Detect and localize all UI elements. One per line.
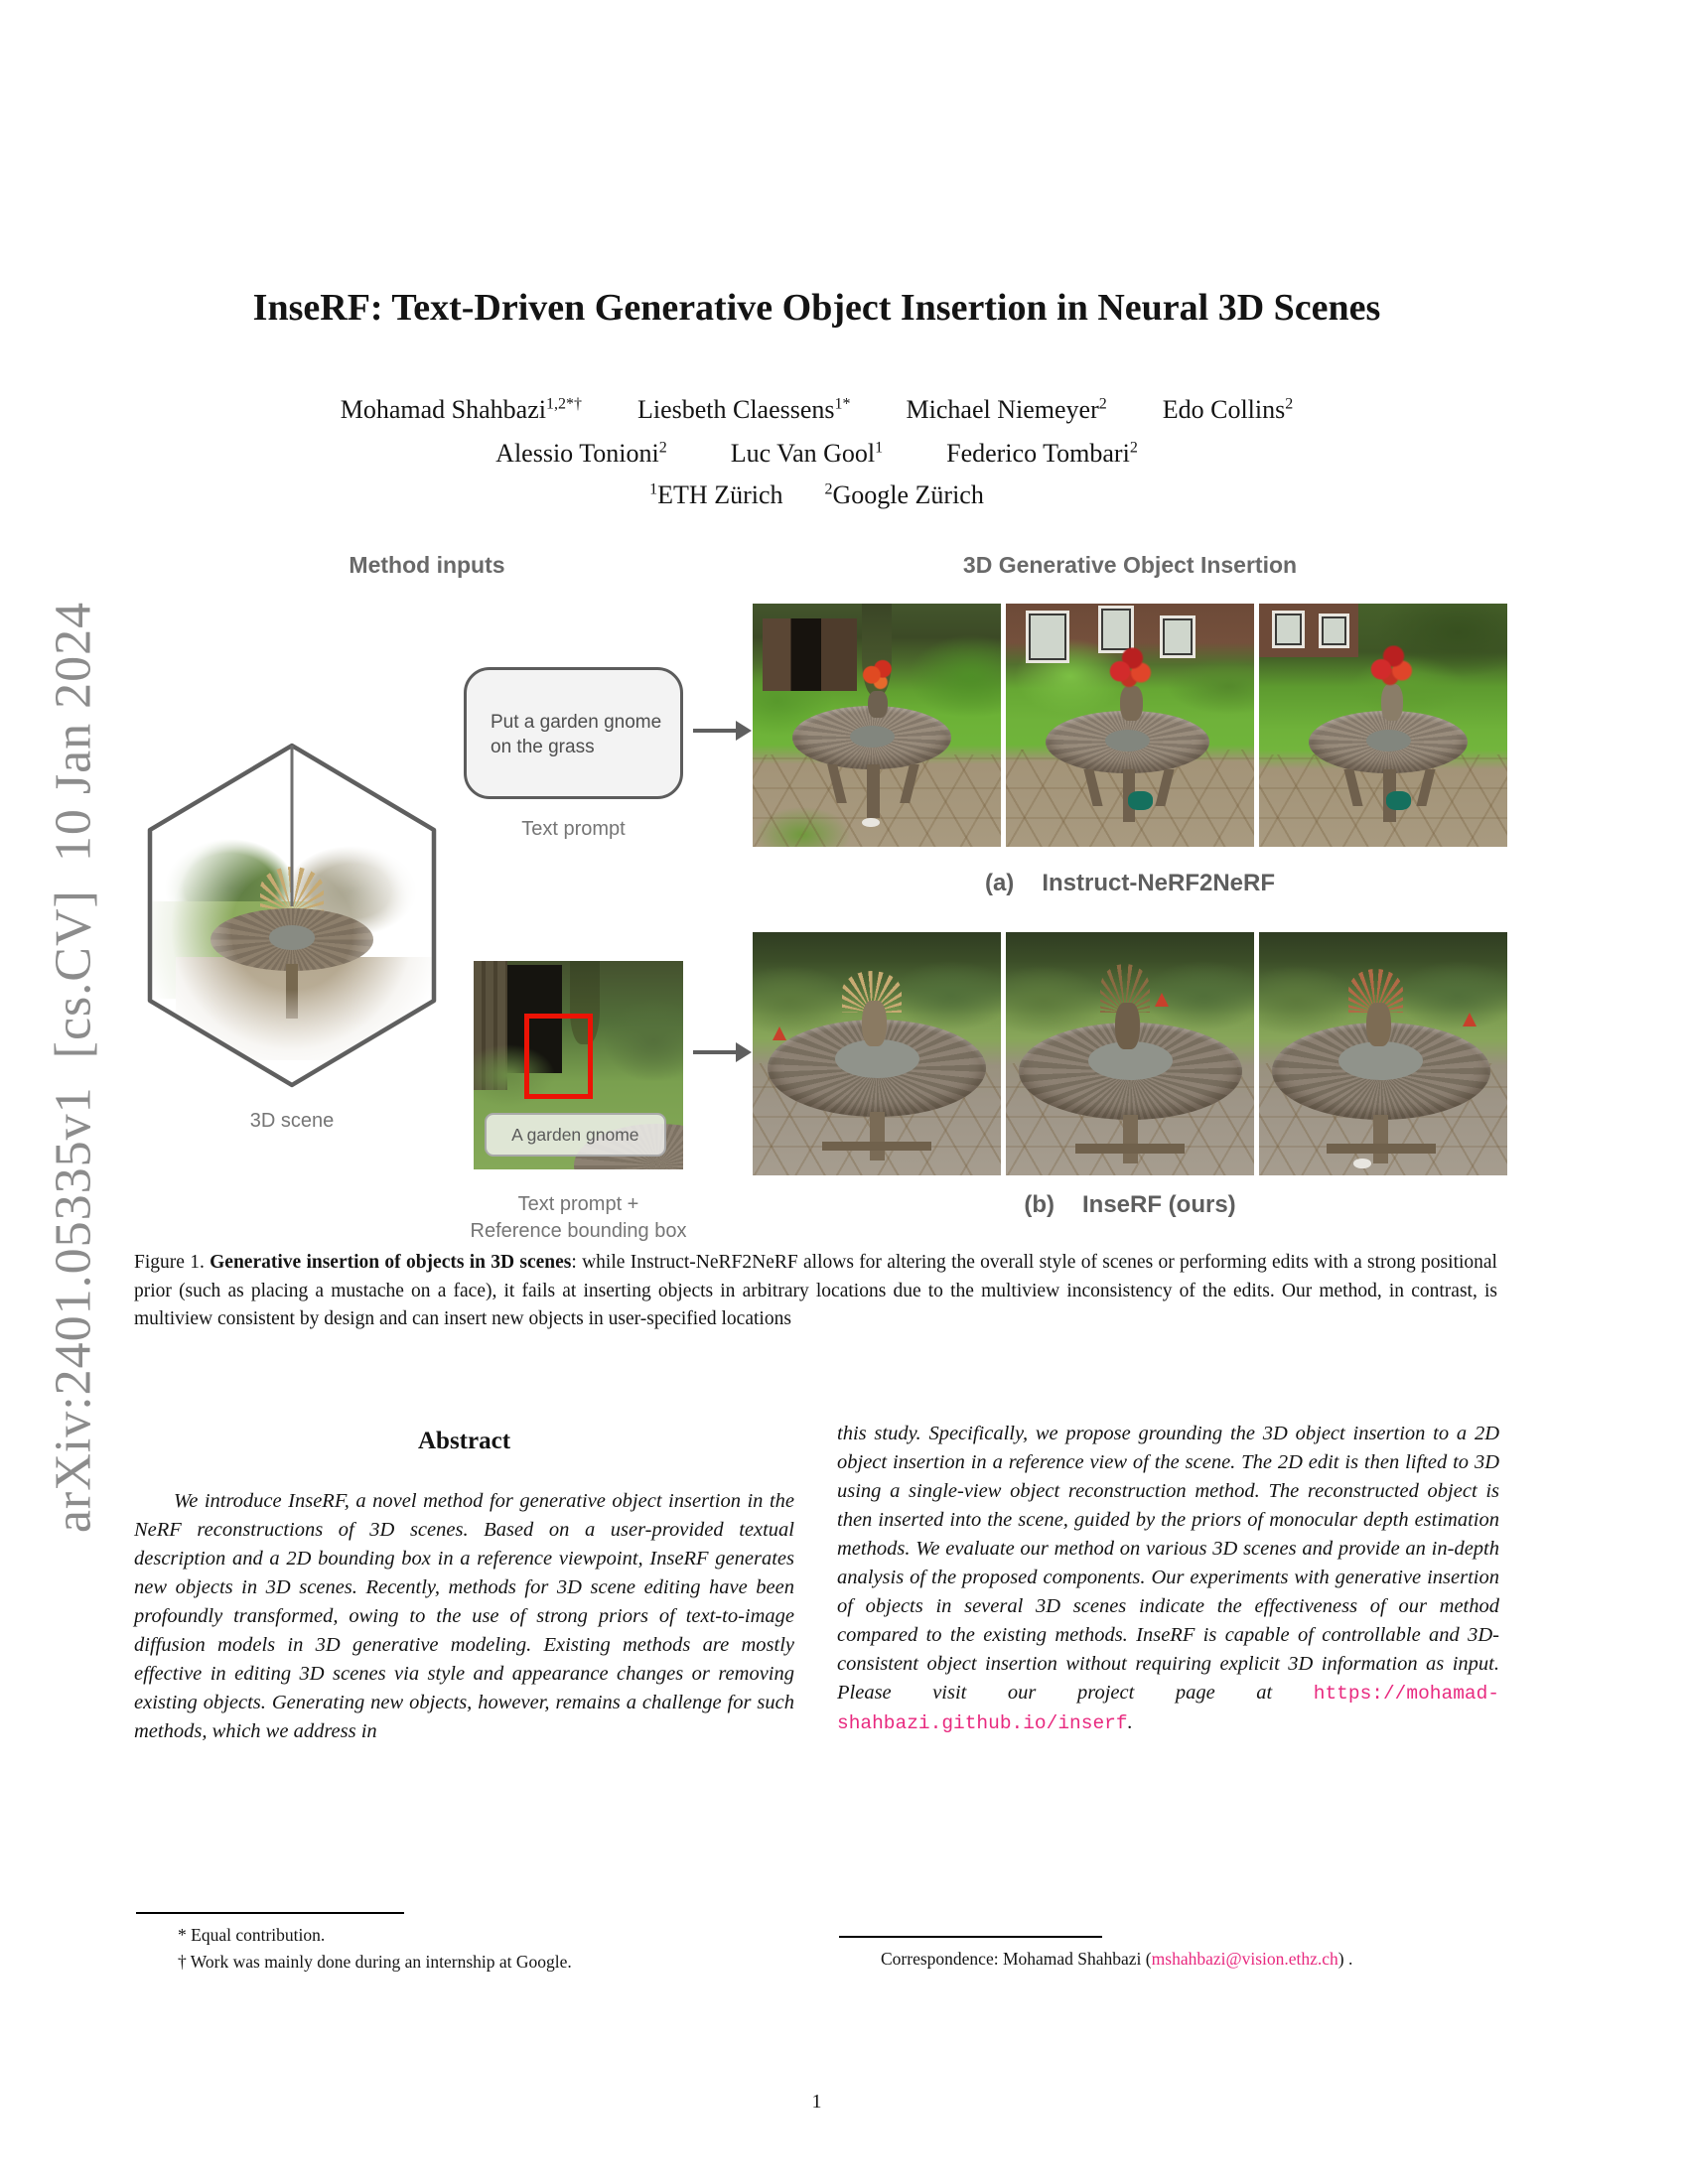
abstract-heading: Abstract	[417, 1428, 511, 1454]
left-column	[134, 1428, 794, 1746]
right-column	[837, 1420, 1499, 1738]
page-number: 1	[811, 2091, 822, 2113]
right-column-text	[837, 1420, 1499, 1738]
reference-view-image	[474, 961, 683, 1169]
affiliation: $^1$ETH Zürich	[649, 480, 783, 509]
author-line-2	[134, 439, 1499, 469]
paper-title: InseRF: Text-Driven Generative Object Insertion in Neural 3D Scenes	[252, 287, 1381, 329]
author-sup: 2	[658, 439, 667, 457]
window-graphic	[1319, 614, 1349, 648]
window-graphic	[1160, 615, 1196, 658]
project-page-link[interactable]: https://mohamad-shahbazi.github.io/inserf	[837, 1683, 1499, 1734]
author-sup: 2	[1285, 395, 1294, 413]
garden-gnome-graphic	[1463, 996, 1480, 1014]
arrow-icon	[693, 1050, 737, 1054]
author: Edo Collins$^2$	[1162, 395, 1294, 424]
garden-gnome-graphic	[1155, 976, 1173, 994]
author: Federico Tombari$^2$	[946, 439, 1138, 468]
window-graphic	[1098, 606, 1134, 653]
teal-object-graphic	[1386, 791, 1411, 811]
caption-a-text: Instruct-NeRF2NeRF	[1042, 870, 1276, 896]
caption-b-tag: (b)	[1024, 1191, 1055, 1218]
bbox-prompt-label: A garden gnome	[485, 1113, 667, 1157]
author-sup: 1	[875, 439, 884, 457]
affiliations-line	[134, 480, 1499, 510]
author-sup: 2	[1129, 439, 1138, 457]
bbox-caption	[437, 1191, 720, 1245]
author: Mohamad Shahbazi$^{1,2*\dagger}$	[340, 395, 582, 424]
teal-object-graphic	[1128, 791, 1153, 811]
right-column-period: .	[1127, 1711, 1133, 1733]
garden-gnome-graphic	[773, 1010, 790, 1027]
vase-graphic	[1120, 686, 1143, 720]
author-sup: 1*	[834, 395, 851, 413]
bbox-caption-line1: Text prompt +	[517, 1193, 639, 1215]
cube-wireframe-icon	[147, 743, 437, 1088]
table-disk-graphic	[850, 726, 895, 748]
vase-graphic	[868, 691, 888, 718]
table-base-graphic	[822, 1142, 931, 1152]
author-sup: 2	[1098, 395, 1107, 413]
3d-scene-cube-view	[147, 743, 437, 1088]
correspondence-suffix: ) .	[1337, 1949, 1353, 1969]
reference-bounding-box	[524, 1014, 594, 1099]
author: Alessio Tonioni$^2$	[495, 439, 667, 468]
caption-a	[753, 870, 1507, 897]
footnote-right	[837, 1936, 1499, 1973]
shed-graphic	[763, 618, 857, 692]
footnote-correspondence	[837, 1946, 1499, 1973]
3d-scene-label: 3D scene	[249, 1110, 335, 1132]
table-base-graphic	[1075, 1144, 1185, 1154]
footnote-rule	[136, 1912, 404, 1914]
caption-a-tag: (a)	[984, 870, 1015, 896]
figure-caption-prefix: Figure 1.	[134, 1252, 211, 1273]
gnome-hat	[773, 1010, 786, 1040]
result-photo-a2	[1006, 604, 1254, 847]
figure-caption	[134, 1249, 1497, 1334]
text-prompt-box	[464, 667, 683, 799]
prompt-text: Put a garden gnome on the grass	[491, 712, 662, 757]
abstract-text: We introduce InseRF, a novel method for generative object insertion in the NeRF reconstructions of 3D scenes. Based on a user-provided textual description and a 2D bounding box in a reference viewpoint, InseRF generates new objects in 3D scenes. Recently, methods for 3D scene editing have been profoundly transformed, owing to the use of strong priors of text-to-image diffusion models in 3D generative modeling. Existing methods are mostly effective in editing 3D scenes via style and appearance changes or removing existing objects. Generating new objects, however, remains a challenge for such methods, which we address in	[134, 1490, 794, 1742]
red-flower-graphic	[860, 659, 898, 693]
footnote-rule	[839, 1936, 1102, 1938]
red-bouquet-graphic	[1105, 647, 1155, 691]
figure-caption-bold: Generative insertion of objects in 3D scenes	[210, 1252, 572, 1273]
right-column-body: this study. Specifically, we propose grounding the 3D object insertion to a 2D object insertion in a reference view of the scene. The 2D edit is then lifted to 3D using a single-view object reconstruction method. The reconstructed object is then inserted into the scene, guided by the priors of monocular depth estimation methods. We evaluate our method on various 3D scenes and provide an in-depth analysis of the proposed components. Our experiments with generative insertion of objects in several 3D scenes indicate the effectiveness of our method compared to the existing methods. InseRF is capable of controllable and 3D-consistent object insertion without requiring explicit 3D information as input. Please visit our project page at	[837, 1423, 1499, 1704]
window-graphic	[1272, 611, 1306, 648]
author-line-1	[134, 395, 1499, 425]
author: Luc Van Gool$^1$	[730, 439, 884, 468]
result-photo-b1	[753, 932, 1001, 1175]
result-photo-a3	[1259, 604, 1507, 847]
arxiv-watermark: arXiv:2401.05335v1 [cs.CV] 10 Jan 2024	[45, 601, 102, 1534]
figure-caption-rest: : while Instruct-NeRF2NeRF allows for altering the overall style of scenes or performing edits with a strong positional prior (such as placing a mustache on a face), it fails at inserting objects in arbitrary locations due to the multiview inconsistency of the edits. Our method, in contrast, is multiview consistent by design and can insert new objects in user-specified locations	[134, 1252, 1497, 1329]
white-disc-graphic	[862, 818, 880, 828]
author: Michael Niemeyer$^2$	[906, 395, 1107, 424]
window-graphic	[1026, 611, 1069, 663]
affiliation: $^2$Google Zürich	[824, 480, 984, 509]
table-leg-graphic	[870, 1112, 885, 1160]
table-leg-graphic	[1123, 1115, 1138, 1163]
bbox-caption-line2: Reference bounding box	[470, 1220, 687, 1242]
red-bouquet-graphic	[1366, 645, 1416, 689]
gnome-hat	[1463, 996, 1477, 1026]
table-leg-graphic	[867, 764, 880, 818]
white-disc-graphic	[1353, 1159, 1371, 1168]
correspondence-email-link[interactable]: mshahbazi@vision.ethz.ch	[1151, 1949, 1338, 1969]
table-leg-graphic	[1373, 1115, 1388, 1163]
figure-header-3d-insertion: 3D Generative Object Insertion	[962, 552, 1298, 578]
caption-b-text: InseRF (ours)	[1081, 1191, 1236, 1218]
footnote-equal-contribution: * Equal contribution.	[178, 1925, 326, 1945]
vase-graphic	[1115, 1003, 1140, 1049]
correspondence-prefix: Correspondence: Mohamad Shahbazi (	[881, 1949, 1152, 1969]
result-photo-a1	[753, 604, 1001, 847]
vase-graphic	[1366, 1003, 1391, 1046]
bush-graphic	[604, 999, 683, 1082]
gnome-hat	[1155, 976, 1169, 1007]
text-prompt-label: Text prompt	[521, 818, 626, 840]
vase-graphic	[1381, 684, 1404, 721]
caption-b	[753, 1191, 1507, 1219]
author: Liesbeth Claessens$^{1*}$	[636, 395, 851, 424]
author-sup: 1,2*†	[545, 395, 582, 413]
vase-graphic	[862, 1001, 887, 1047]
result-photo-b3	[1259, 932, 1507, 1175]
result-photo-b2	[1006, 932, 1254, 1175]
table-base-graphic	[1327, 1144, 1436, 1154]
figure-header-method-inputs: Method inputs	[349, 552, 505, 578]
footnote-left	[134, 1912, 794, 1976]
footnote-internship: † Work was mainly done during an internship at Google.	[178, 1952, 572, 1972]
arrow-icon	[693, 729, 737, 733]
